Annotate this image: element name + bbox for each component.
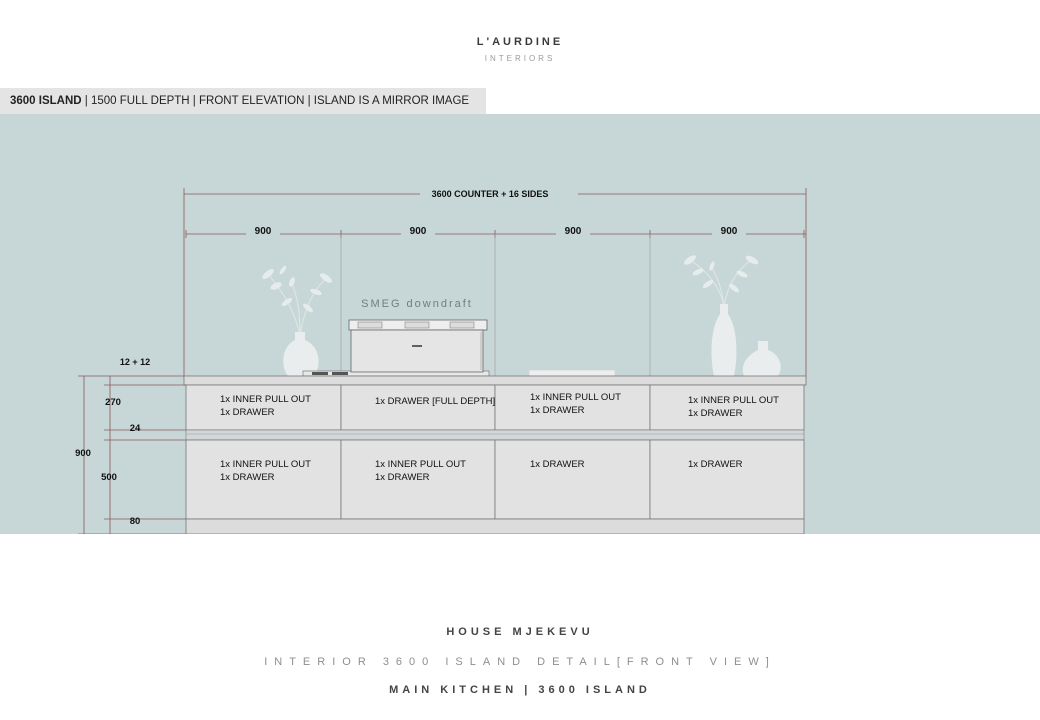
plinth — [186, 519, 804, 534]
smeg-downdraft-hood — [349, 320, 487, 372]
brand-header — [0, 36, 1040, 63]
drawing-title-bar — [0, 88, 486, 114]
dim-top-drawer: 270 — [105, 397, 121, 408]
overall-dimension-label: 3600 COUNTER + 16 SIDES — [431, 189, 549, 199]
bay-dimension-2: 900 — [409, 226, 427, 237]
lower-bay-2-line-2: 1x DRAWER — [375, 472, 430, 483]
countertop — [184, 376, 806, 385]
handle-gap-rail — [186, 430, 804, 440]
upper-bay-3-line-2: 1x DRAWER — [530, 405, 585, 416]
front-elevation-drawing — [0, 114, 1040, 534]
lower-bay-4-line-1: 1x DRAWER — [688, 459, 743, 470]
dim-counter-thickness: 12 + 12 — [119, 357, 151, 367]
vases-with-branches-right — [683, 254, 781, 376]
bay-dimension-1: 900 — [254, 226, 272, 237]
upper-bay-1-line-1: 1x INNER PULL OUT — [220, 394, 311, 405]
title-bold: 3600 ISLAND — [10, 95, 82, 107]
dim-gap: 24 — [129, 423, 141, 434]
upper-bay-4-line-2: 1x DRAWER — [688, 408, 743, 419]
dim-bottom-drawer: 500 — [101, 472, 117, 483]
vertical-dimension-lines — [78, 376, 186, 534]
upper-bay-1-line-2: 1x DRAWER — [220, 407, 275, 418]
upper-bay-2-line-1: 1x DRAWER [FULL DEPTH] — [375, 396, 496, 407]
bay-dimension-3: 900 — [564, 226, 582, 237]
appliance-label: SMEG downdraft — [361, 298, 473, 310]
bay-dimension-4: 900 — [720, 226, 738, 237]
lower-bay-2-line-1: 1x INNER PULL OUT — [375, 459, 466, 470]
dim-total-height: 900 — [75, 448, 91, 459]
lower-bay-1-line-2: 1x DRAWER — [220, 472, 275, 483]
lower-bay-1-line-1: 1x INNER PULL OUT — [220, 459, 311, 470]
brand-subtitle: INTERIORS — [484, 54, 556, 63]
dim-plinth: 80 — [129, 516, 141, 527]
footer-location: MAIN KITCHEN | 3600 ISLAND — [389, 684, 651, 696]
brand-name: L'AURDINE — [476, 36, 564, 48]
lower-bay-3-line-1: 1x DRAWER — [530, 459, 585, 470]
book-on-counter — [529, 370, 615, 376]
title-rest: | 1500 FULL DEPTH | FRONT ELEVATION | ISLAND IS A MIRROR IMAGE — [81, 95, 470, 107]
footer-project-name: HOUSE MJEKEVU — [446, 626, 594, 638]
upper-bay-4-line-1: 1x INNER PULL OUT — [688, 395, 779, 406]
footer-detail: INTERIOR 3600 ISLAND DETAIL[FRONT VIEW] — [264, 656, 776, 668]
vase-with-branches-left — [261, 265, 334, 376]
upper-bay-3-line-1: 1x INNER PULL OUT — [530, 392, 621, 403]
lower-drawer-row — [186, 440, 804, 519]
